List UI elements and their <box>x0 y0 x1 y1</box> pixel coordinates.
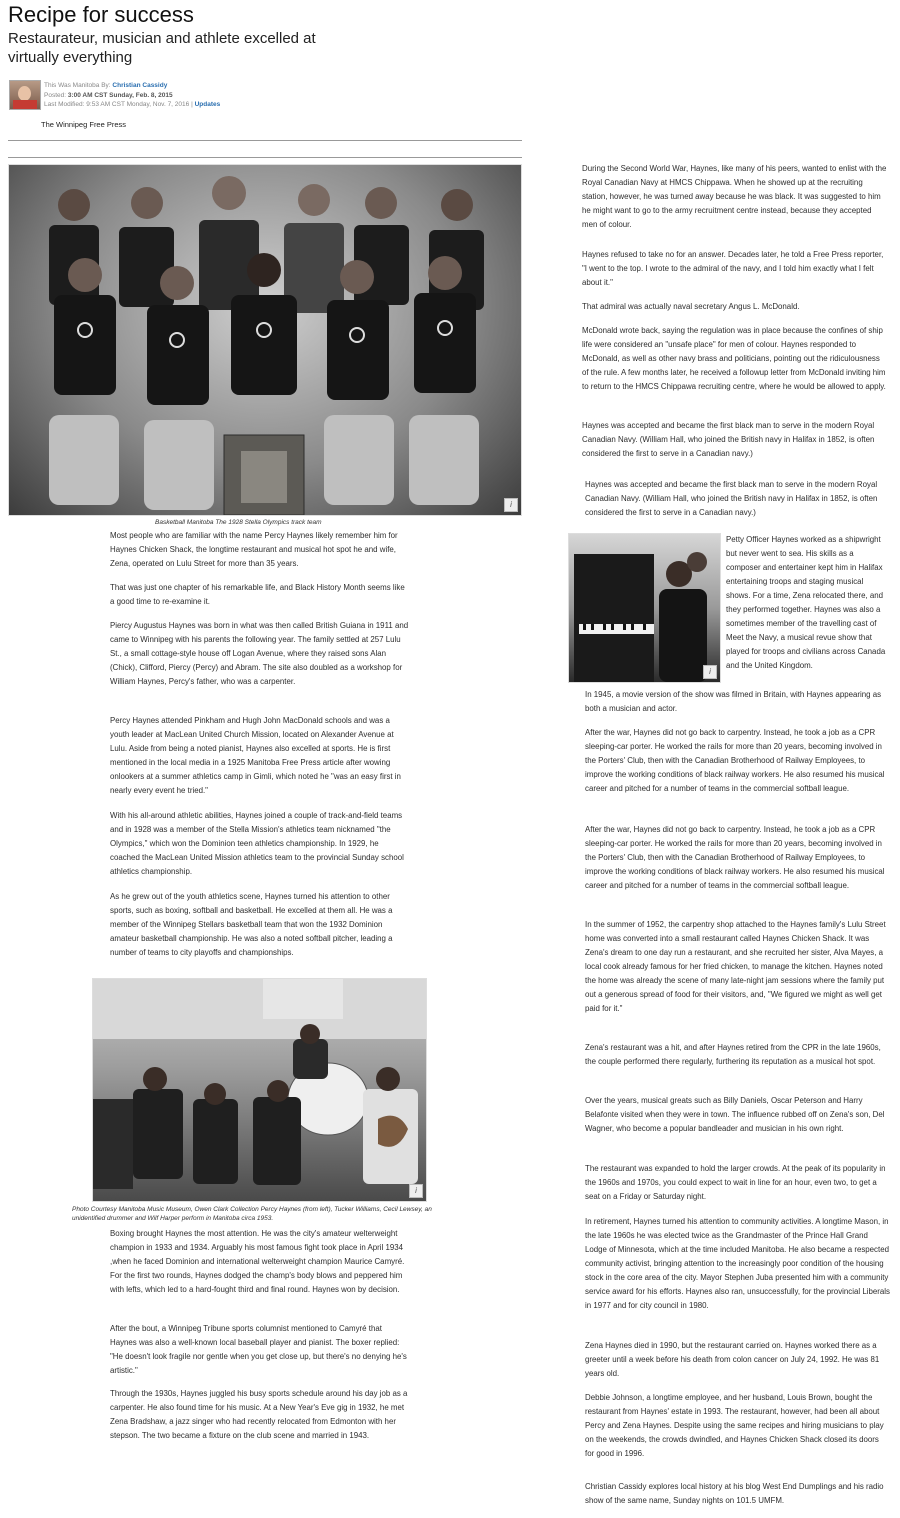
article-paragraph: Debbie Johnson, a longtime employee, and her husband, Louis Brown, bought the restaurant from Haynes' estate in 1993. The restaurant, however, had been all about Percy and Zena Haynes. Despite using the same recipes and hiring musicians to play on the weekends, the crowds dwindled, and Haynes Chicken Shack closed its doors for good in 1996. <box>585 1393 884 1458</box>
article-title: Recipe for success <box>8 2 194 27</box>
article-paragraph: Petty Officer Haynes worked as a shipwright but never went to sea. His skills as a composer and entertainer kept him in Halifax entertaining troops and staging musical shows. For a time, Zena relocated there, and they performed together. Haynes was also a sometimes member of the travelling cast of Meet the Navy, a musical revue show that played for troops and civilians across Canada and the United Kingdom. <box>726 535 886 670</box>
band-photo[interactable] <box>92 978 427 1202</box>
article-paragraph: After the war, Haynes did not go back to carpentry. Instead, he took a job as a CPR sleeping-car porter. He worked the rails for more than 20 years, becoming involved in the Porters' Club, then with the Canadian Brotherhood of Railway Employees, to improve the working conditions of black railway workers. He also resumed his musical career and pitched for a number of teams in the commercial softball league. <box>585 825 885 890</box>
article-paragraph: Haynes was accepted and became the first black man to serve in the modern Royal Canadian Navy. (William Hall, who joined the British navy in Halifax in 1852, is often considered the first to serve in a Canadian navy.) <box>582 421 875 458</box>
author-avatar[interactable] <box>9 80 41 110</box>
article-paragraph: Percy Haynes attended Pinkham and Hugh John MacDonald schools and was a youth leader at MacLean United Church Mission, located on Alexander Avenue at Lulu. Aside from being a noted pianist, Haynes also excelled at sports. He is first mentioned in the local media in a 1925 Manitoba Free Press article after wowing onlookers at a summer athletics camp in Gimli, which noted he "was an easy first in nearly every event he tried." <box>110 716 401 795</box>
piano-photo[interactable] <box>568 533 721 683</box>
article-paragraph: In 1945, a movie version of the show was filmed in Britain, with Haynes appearing as both a musician and actor. <box>585 690 882 713</box>
modified-date: Last Modified: 9:53 AM CST Monday, Nov. 7, 2016 | Updates <box>44 101 221 108</box>
expand-icon[interactable]: i <box>409 1184 423 1198</box>
article-paragraph: The restaurant was expanded to hold the larger crowds. At the peak of its popularity in the 1960s and 1970s, you could expect to wait in line for an hour, even two, to get a seat on a Friday or Saturday night. <box>585 1164 886 1201</box>
team-photo-illustration <box>9 165 521 515</box>
article-paragraph: Through the 1930s, Haynes juggled his busy sports schedule around his day job as a carpenter. He also found time for his music. At a New Year's Eve gig in 1932, he met Zena Bradshaw, a jazz singer who had recently relocated from Edmonton with her stepson. The two became a fixture on the club scene and married in 1943. <box>110 1389 408 1440</box>
updates-link[interactable]: Updates <box>194 101 221 108</box>
article-paragraph: Haynes was accepted and became the first black man to serve in the modern Royal Canadian Navy. (William Hall, who joined the British navy in Halifax in 1852, is often considered the first to serve in a Canadian navy.) <box>585 480 878 517</box>
article-paragraph: During the Second World War, Haynes, like many of his peers, wanted to enlist with the Royal Canadian Navy at HMCS Chippawa. When he showed up at the recruiting station, however, he was turned away because he was black. It was suggested to him he might want to go to the army recruitment centre instead, because they accepted men of colour. <box>582 164 887 229</box>
article-paragraph: Over the years, musical greats such as Billy Daniels, Oscar Peterson and Harry Belafonte visited when they were in town. The influence rubbed off on Zena's son, Del Wagner, who become a popular bandleader and musician in his own right. <box>585 1096 885 1133</box>
posted-date: Posted: 3:00 AM CST Sunday, Feb. 8, 2015 <box>44 92 173 99</box>
byline: This Was Manitoba By: Christian Cassidy <box>44 82 168 89</box>
band-photo-illustration <box>93 979 426 1201</box>
article-paragraph: As he grew out of the youth athletics scene, Haynes turned his attention to other sports, such as boxing, softball and basketball. He excelled at them all. He was a member of the Winnipeg Stellars basketball team that won the 1932 Dominion amateur basketball championship. He was also a noted softball pitcher, leading a number of teams to city playoffs and championships. <box>110 892 393 957</box>
team-photo[interactable] <box>8 164 522 516</box>
divider <box>8 140 522 141</box>
article-paragraph: Zena Haynes died in 1990, but the restaurant carried on. Haynes worked there as a greeter until a week before his death from colon cancer on July 24, 1992. He was 81 years old. <box>585 1341 880 1378</box>
article-paragraph: With his all-around athletic abilities, Haynes joined a couple of track-and-field teams and in 1928 was a member of the Stella Mission's athletics team nicknamed "the Olympics," which won the Dominion teen athletics championship. In 1929, he coached the MacLean United Mission athletics team to the provincial Sunday school athletics championship. <box>110 811 404 876</box>
article-paragraph: In the summer of 1952, the carpentry shop attached to the Haynes family's Lulu Street home was converted into a small restaurant called Haynes Chicken Shack. It was Zena's dream to one day run a restaurant, and she recruited her sister, Alva Mayes, a local cook already famous for her fried chicken, to manage the kitchen. Haynes noted the home was already the scene of many late-night jam sessions where the family put out a generous spread of food for their visitors, and, "We figured we might as well get paid for it." <box>585 920 886 1013</box>
piano-photo-illustration <box>569 534 720 682</box>
divider <box>8 157 522 158</box>
source-label: The Winnipeg Free Press <box>41 120 127 129</box>
expand-icon[interactable]: i <box>504 498 518 512</box>
article-paragraph: After the war, Haynes did not go back to carpentry. Instead, he took a job as a CPR sleeping-car porter. He worked the rails for more than 20 years, becoming involved in the Porters' Club, then with the Canadian Brotherhood of Railway Employees, to improve the working conditions of black railway workers. He also resumed his musical career and pitched for a number of teams in the commercial softball league. <box>585 728 885 793</box>
article-paragraph: After the bout, a Winnipeg Tribune sports columnist mentioned to Camyré that Haynes was also a well-known local baseball player and pianist. The boxer replied: "He doesn't look fragile nor gentle when you get close up, but there's no denying he's artistic." <box>110 1324 407 1375</box>
article-paragraph: Haynes refused to take no for an answer. Decades later, he told a Free Press reporter, "I went to the top. I wrote to the admiral of the navy, and I told him exactly what I felt about it." <box>582 250 884 287</box>
article-paragraph: Boxing brought Haynes the most attention. He was the city's amateur welterweight champion in 1933 and 1934. Arguably his most famous fight took place in April 1934 ,when he faced Dominion and international welterweight champion Maurice Camyré. For the first two rounds, Haynes dodged the champ's body blows and peppered him with lefts, which led to a hard-fought third and final round. Haynes won by decision. <box>110 1229 405 1294</box>
article-paragraph: McDonald wrote back, saying the regulation was in place because the confines of ship life were considered an "unsafe place" for men of colour. Haynes responded to McDonald, as well as other navy brass and politicians, pointing out the ridiculousness of the rule. A few months later, he received a followup letter from McDonald inviting him to return to the HMCS Chippawa recruiting centre, where he would be allowed to apply. <box>582 326 886 391</box>
article-paragraph: That admiral was actually naval secretary Angus L. McDonald. <box>582 302 800 311</box>
article-paragraph: Most people who are familiar with the name Percy Haynes likely remember him for Haynes Chicken Shack, the longtime restaurant and musical hot spot he and wife, Zena, operated on Lulu Street for more than 35 years. <box>110 531 398 568</box>
band-photo-caption: Photo Courtesy Manitoba Music Museum, Owen Clark Collection Percy Haynes (from left), Tucker Williams, Cecil Lewsey, an unidentified drummer and Wilf Harper perform in Manitoba circa 1953. <box>72 1206 432 1222</box>
article-paragraph: That was just one chapter of his remarkable life, and Black History Month seems like a good time to re-examine it. <box>110 583 405 606</box>
author-bio: Christian Cassidy explores local history at his blog West End Dumplings and his radio show of the same name, Sunday nights on 101.5 UMFM. <box>585 1482 884 1505</box>
expand-icon[interactable]: i <box>703 665 717 679</box>
article-paragraph: Zena's restaurant was a hit, and after Haynes retired from the CPR in the late 1960s, the couple performed there regularly, furthering its reputation as a musical hot spot. <box>585 1043 881 1066</box>
article-paragraph: In retirement, Haynes turned his attention to community activities. A longtime Mason, in the late 1960s he was elected twice as the Grandmaster of the Prince Hall Grand Lodge of Minnesota, which at the time included Manitoba. He also became a respected community activist, bringing attention to the increasingly poor condition of the housing stock in the core area of the city. Mayor Stephen Juba presented him with a community service award for his efforts. Haynes also ran, unsuccessfully, for the provincial Liberals in 1977 and for city council in 1980. <box>585 1217 890 1310</box>
article-subtitle: Restaurateur, musician and athlete excelled at virtually everything <box>8 30 316 66</box>
team-photo-caption: Basketball Manitoba The 1928 Stella Olympics track team <box>155 519 322 526</box>
author-link[interactable]: Christian Cassidy <box>112 82 168 89</box>
article-paragraph: Piercy Augustus Haynes was born in what was then called British Guiana in 1911 and came to Winnipeg with his parents the following year. The family settled at 257 Lulu St., a small cottage-style house off Logan Avenue, where they raised sons Alan (Chick), Clifford, Piercy (Percy) and Abram. The site also doubled as a workshop for William Haynes, Percy's father, who was a carpenter. <box>110 621 409 686</box>
